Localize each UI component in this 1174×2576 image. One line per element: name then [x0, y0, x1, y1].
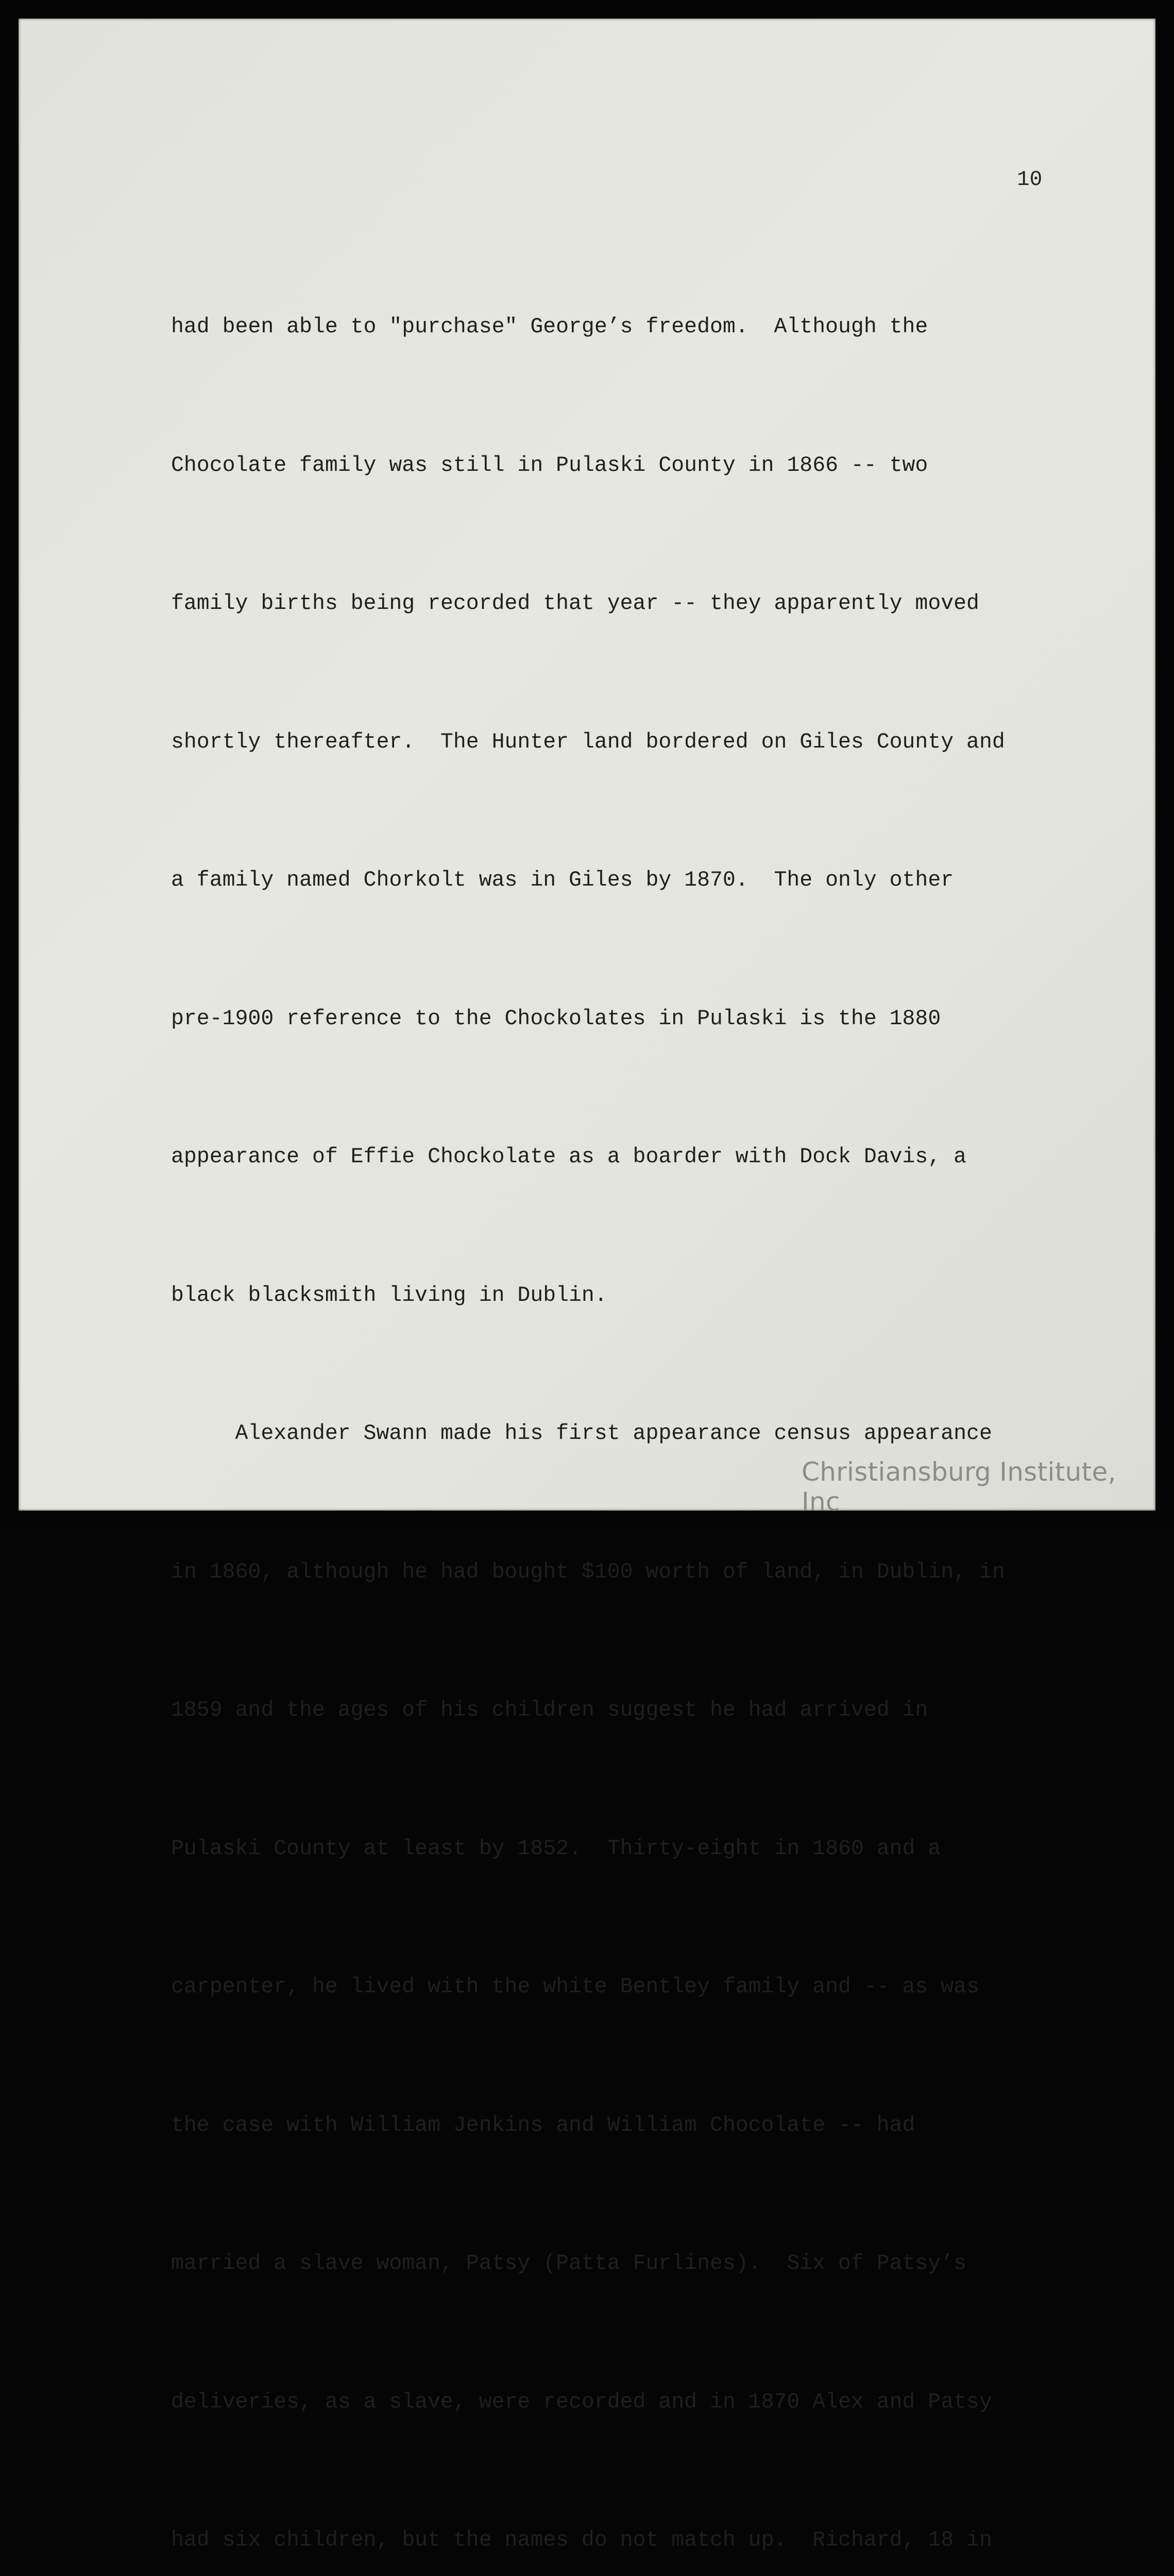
watermark: Christiansburg Institute, Inc	[802, 1457, 1116, 1517]
text-line: pre-1900 reference to the Chockolates in Pulaski is the 1880	[171, 1006, 941, 1031]
text-line: deliveries, as a slave, were recorded and in 1870 Alex and Patsy	[171, 2389, 992, 2414]
text-line: Pulaski County at least by 1852. Thirty-eight in 1860 and a	[171, 1836, 941, 1861]
text-line: carpenter, he lived with the white Bentley family and -- as was	[171, 1975, 979, 1999]
document-page	[19, 19, 1155, 2552]
text-line: Alexander Swann made his first appearance census appearance	[171, 1421, 992, 1446]
text-line: in 1860, although he had bought $100 worth of land, in Dublin, in	[171, 1560, 1005, 1584]
text-line: married a slave woman, Patsy (Patta Furlines). Six of Patsy’s	[171, 2251, 967, 2276]
text-line: shortly thereafter. The Hunter land bordered on Giles County and	[171, 730, 1005, 754]
body-text	[171, 212, 1078, 2576]
text-line: a family named Chorkolt was in Giles by 1870. The only other	[171, 868, 954, 892]
text-line: Chocolate family was still in Pulaski County in 1866 -- two	[171, 453, 928, 478]
text-line: had six children, but the names do not match up. Richard, 18 in	[171, 2528, 992, 2552]
page-number: 10	[1017, 168, 1043, 192]
text-line: the case with William Jenkins and William Chocolate -- had	[171, 2113, 915, 2138]
text-line: had been able to "purchase" George’s freedom. Although the	[171, 315, 928, 339]
text-line: appearance of Effie Chockolate as a boarder with Dock Davis, a	[171, 1145, 967, 1169]
text-line: black blacksmith living in Dublin.	[171, 1283, 607, 1308]
text-line: 1859 and the ages of his children suggest he had arrived in	[171, 1698, 928, 1722]
text-line: family births being recorded that year -- they apparently moved	[171, 591, 979, 616]
